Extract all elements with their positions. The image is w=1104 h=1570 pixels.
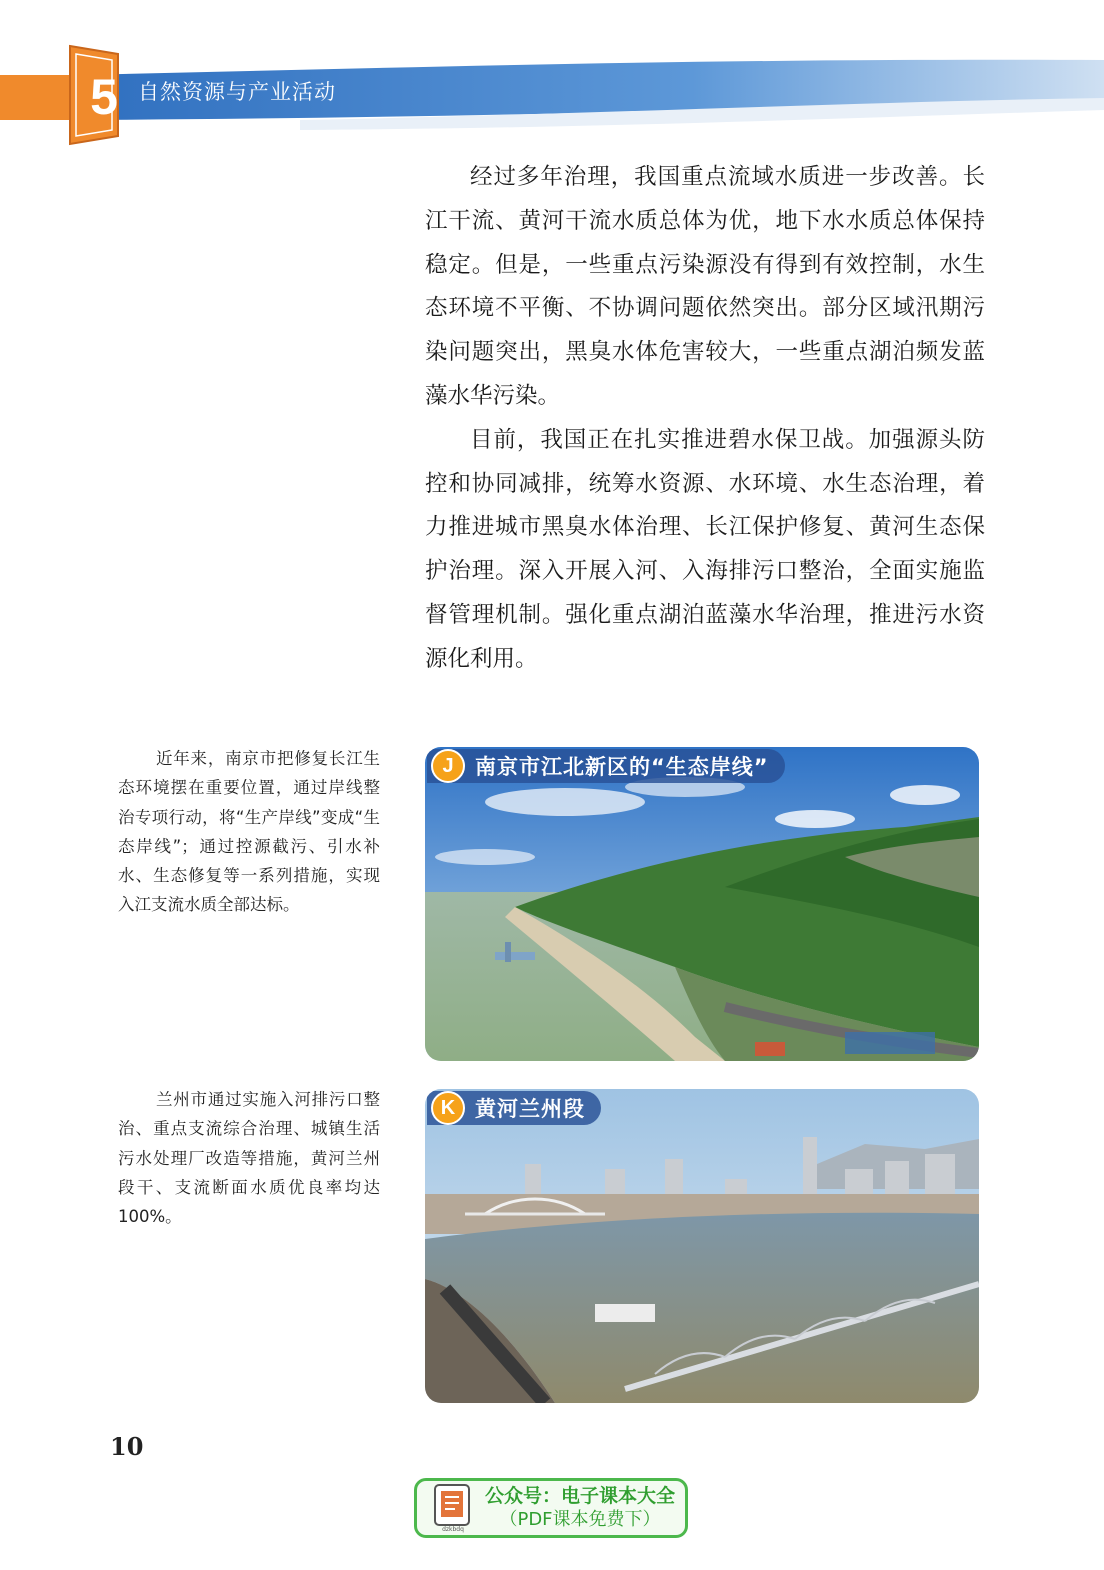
icon-caption: dzkbdq (442, 1526, 464, 1533)
watermark-line-1: 公众号：电子课本大全 (485, 1485, 676, 1507)
figure-label-j (427, 749, 785, 783)
lanzhou-city-illustration (425, 1089, 979, 1403)
figure-letter-badge-j: J (431, 749, 465, 783)
figure-title-j: 南京市江北新区的“生态岸线” (475, 755, 769, 779)
figure-label-k (427, 1091, 601, 1125)
photo-nanjing-shoreline (425, 747, 979, 1061)
chapter-title: 自然资源与产业活动 (138, 80, 336, 104)
watermark-line-2: （PDF课本免费下） (499, 1509, 661, 1530)
caption-lanzhou (118, 1085, 380, 1231)
photo-lanzhou-yellow-river (425, 1089, 979, 1403)
book-icon (431, 1483, 475, 1533)
body-text (425, 156, 985, 682)
chapter-number: 5 (90, 69, 118, 125)
body-paragraph-2: 目前，我国正在扎实推进碧水保卫战。加强源头防控和协同减排，统筹水资源、水环境、水生态治理，着力推进城市黑臭水体治理、长江保护修复、黄河生态保护治理。深入开展入河、入海排污口整治，全面实施监督管理机制。强化重点湖泊蓝藻水华治理，推进污水资源化利用。 (425, 426, 985, 672)
caption-lanzhou-text: 兰州市通过实施入河排污口整治、重点支流综合治理、城镇生活污水处理厂改造等措施，黄河兰州段干、支流断面水质优良率均达 100%。 (118, 1090, 380, 1227)
caption-nanjing (118, 744, 380, 920)
caption-nanjing-text: 近年来，南京市把修复长江生态环境摆在重要位置，通过岸线整治专项行动，将“生产岸线”变成“生态岸线”；通过控源截污、引水补水、生态修复等一系列措施，实现入江支流水质全部达标。 (118, 749, 380, 915)
watermark-banner (414, 1478, 688, 1538)
figure-letter-badge-k: K (431, 1091, 465, 1125)
page-number: 10 (110, 1432, 144, 1461)
watermark-text (485, 1484, 675, 1532)
figure-title-k: 黄河兰州段 (475, 1097, 585, 1121)
nanjing-landscape-illustration (425, 747, 979, 1061)
body-paragraph-1: 经过多年治理，我国重点流域水质进一步改善。长江干流、黄河干流水质总体为优，地下水水质总体保持稳定。但是，一些重点污染源没有得到有效控制，水生态环境不平衡、不协调问题依然突出。部分区域汛期污染问题突出，黑臭水体危害较大，一些重点湖泊频发蓝藻水华污染。 (425, 164, 985, 409)
